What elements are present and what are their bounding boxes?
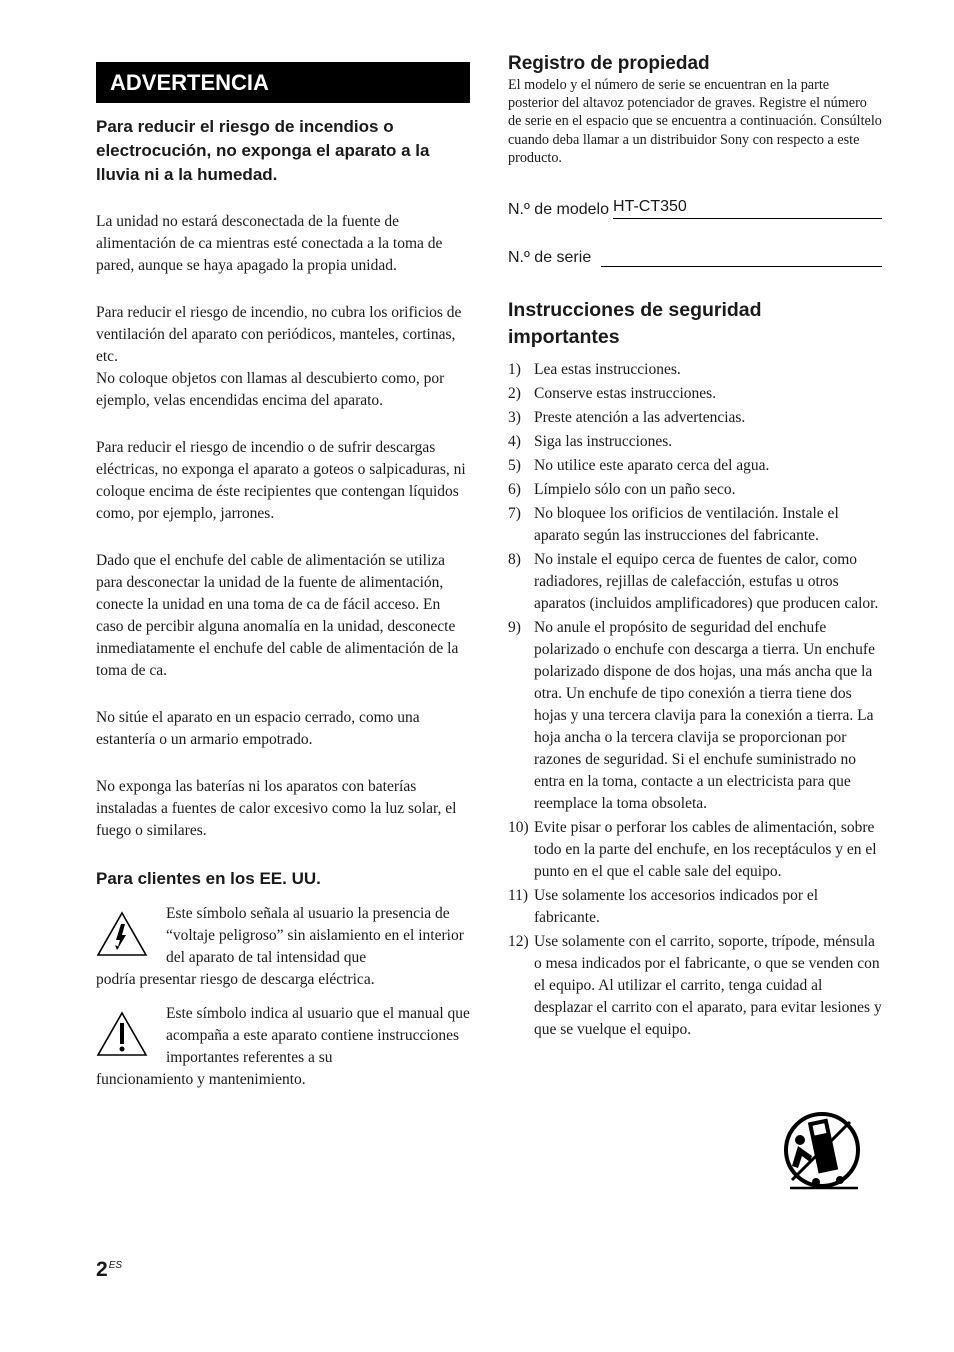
lightning-warning-icon: [96, 911, 148, 957]
page-number-value: 2: [96, 1258, 108, 1281]
paragraph-enclosure: No sitúe el aparato en un espacio cerrado, como una estantería o un armario empotrado.: [96, 709, 420, 748]
symbol1-text: Este símbolo señala al usuario la presencia de “voltaje peligroso” sin aislamiento en el interior del aparato de tal intensidad que: [166, 905, 464, 966]
warning-lead: Para reducir el riesgo de incendios o electrocución, no exponga el aparato a la lluvia ni a la humedad.: [96, 117, 430, 184]
warning-banner: ADVERTENCIA: [96, 62, 470, 103]
list-item: 8) No instale el equipo cerca de fuentes de calor, como radiadores, rejillas de calefacción, estufas u otros aparatos (incluidos amplificadores) que producen calor.: [508, 551, 879, 613]
list-item: 4) Siga las instrucciones.: [508, 433, 673, 451]
page-number: [96, 1258, 122, 1282]
paragraph-batteries: No exponga las baterías ni los aparatos con baterías instaladas a fuentes de calor excesivo como la luz solar, el fuego o similares.: [96, 778, 457, 839]
cart-tipover-warning-icon: [780, 1110, 860, 1194]
serial-number-field: [508, 245, 882, 267]
paragraph-flames: No coloque objetos con llamas al descubierto como, por ejemplo, velas encendidas encima del aparato.: [96, 370, 445, 409]
list-item: 7) No bloquee los orificios de ventilación. Instale el aparato según las instrucciones del fabricante.: [508, 505, 839, 545]
symbol2-text-rest: funcionamiento y mantenimiento.: [96, 1071, 306, 1088]
list-item: 11) Use solamente los accesorios indicados por el fabricante.: [508, 887, 819, 927]
model-number-label: N.º de modelo: [508, 201, 610, 219]
ownership-record-heading: Registro de propiedad: [508, 53, 710, 74]
right-column: [508, 52, 882, 1043]
us-customers-heading: Para clientes en los EE. UU.: [96, 869, 321, 888]
left-column: [96, 62, 470, 1091]
list-item: 10) Evite pisar o perforar los cables de alimentación, sobre todo en la parte del enchufe, en los receptáculos y en el punto en el que el cable sale del equipo.: [508, 819, 877, 881]
symbol-lightning-block: [96, 903, 470, 991]
paragraph-plug: Dado que el enchufe del cable de alimentación se utiliza para desconectar la unidad de la fuente de alimentación, conecte la unidad en una toma de ca de fácil acceso. En caso de percibir alguna anomalía en la unidad, desconecte inmediatamente el enchufe del cable de alimentación de la toma de ca.: [96, 552, 459, 679]
list-item: 12) Use solamente con el carrito, soporte, trípode, ménsula o mesa indicados por el fabricante, o que se venden con el equipo. Al utilizar el carrito, tenga cuidad al desplazar el carrito con el aparato, para evitar lesiones y que se vuelque el equipo.: [508, 933, 882, 1039]
serial-number-value: [601, 246, 882, 267]
list-item: 1) Lea estas instrucciones.: [508, 361, 681, 379]
paragraph-liquids: Para reducir el riesgo de incendio o de sufrir descargas eléctricas, no exponga el aparato a goteos o salpicaduras, ni coloque encima de éste recipientes que contengan líquidos como, por ejemplo, jarrones.: [96, 439, 466, 522]
ownership-record-text: El modelo y el número de serie se encuentran en la parte posterior del altavoz potenciador de graves. Registre el número de serie en el espacio que se encuentra a continuación. Consúltelo cuando deba llamar a un distribuidor Sony con respecto a este producto.: [508, 77, 882, 166]
paragraph-power: La unidad no estará desconectada de la fuente de alimentación de ca mientras esté conectada a la toma de pared, aunque se haya apagado la propia unidad.: [96, 213, 443, 274]
symbol-exclamation-block: [96, 1003, 470, 1091]
safety-instructions-list: [508, 359, 882, 1041]
symbol1-text-rest: podría presentar riesgo de descarga eléctrica.: [96, 971, 375, 988]
list-item: 5) No utilice este aparato cerca del agua.: [508, 457, 770, 475]
list-item: 2) Conserve estas instrucciones.: [508, 385, 717, 403]
list-item: 9) No anule el propósito de seguridad del enchufe polarizado o enchufe con descarga a tierra. Un enchufe polarizado dispone de dos hojas, una más ancha que la otra. Un enchufe de tipo conexión a tierra tiene dos hojas y una tercera clavija para la conexión a tierra. La hoja ancha o la tercera clavija se proporcionan por razones de seguridad. Si el enchufe suministrado no entra en la toma, contacte a un electricista para que reemplace la toma obsoleta.: [508, 619, 875, 813]
serial-number-label: N.º de serie: [508, 249, 592, 267]
list-item: 6) Límpielo sólo con un paño seco.: [508, 481, 736, 499]
model-number-value: HT-CT350: [613, 198, 882, 219]
symbol2-text: Este símbolo indica al usuario que el manual que acompaña a este aparato contiene instrucciones importantes referentes a su: [166, 1005, 470, 1066]
safety-instructions-heading: Instrucciones de seguridad importantes: [508, 299, 762, 349]
exclamation-warning-icon: [96, 1011, 148, 1057]
paragraph-ventilation: Para reducir el riesgo de incendio, no cubra los orificios de ventilación del aparato con periódicos, manteles, cortinas, etc.: [96, 304, 462, 365]
page-language-suffix: ES: [108, 1260, 123, 1271]
model-number-field: [508, 197, 882, 219]
list-item: 3) Preste atención a las advertencias.: [508, 409, 746, 427]
